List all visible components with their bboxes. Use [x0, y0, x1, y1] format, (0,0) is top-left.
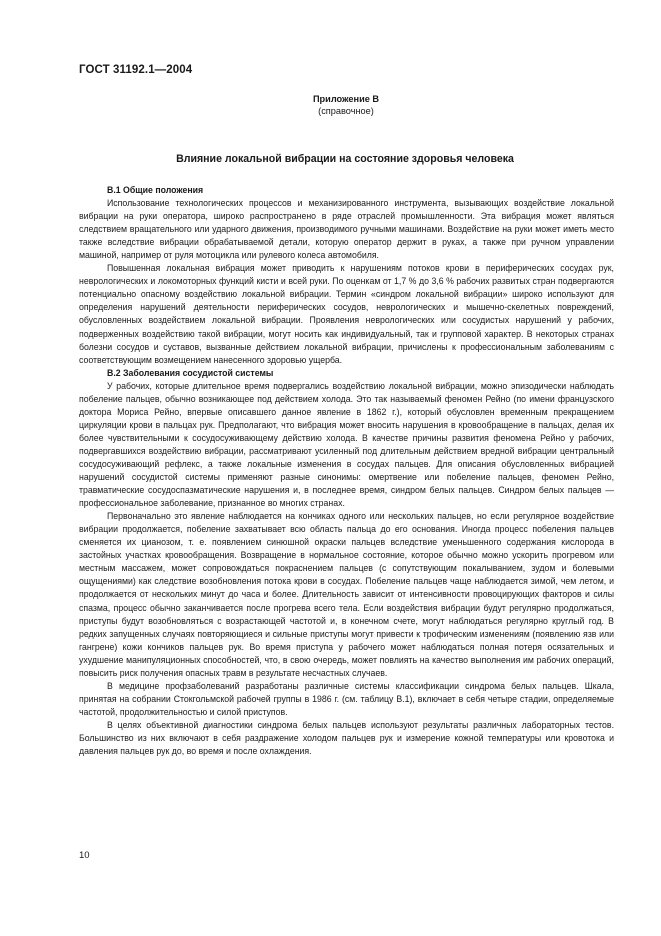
document-body	[79, 184, 614, 758]
annex-note: (справочное)	[318, 106, 374, 116]
page-title: Влияние локальной вибрации на состояние здоровья человека	[176, 153, 514, 165]
document-code: ГОСТ 31192.1—2004	[79, 64, 193, 76]
annex-label	[270, 93, 422, 117]
paragraph: В медицине профзаболеваний разработаны различные системы классификации синдрома белых пальцев. Шкала, принятая на собрании Стокгольмской рабочей группы в 1986 г. (см. таблицу В.1), включает в себя четыре стадии, определяемые частотой, продолжительностью и силой приступов.	[79, 680, 614, 717]
paragraph: Первоначально это явление наблюдается на кончиках одного или нескольких пальцев, но если регулярное воздействие вибрации продолжается, побеление захватывает всю область пальца до его основания. Иногда процесс побеления пальцев сменяется их цианозом, т. е. появлением синюшной окраски пальцев вследствие уменьшенного содержания кислорода в застойных участках кровообращения. Возвращение в нормальное состояние, которое обычно можно ускорить прогревом или местным массажем, может сопровождаться покраснением пальцев (с сопутствующим покалыванием, зудом и болевыми ощущениями) как следствие возобновления потока крови в сосудах. Побеление пальцев чаще наблюдается зимой, чем летом, и продолжается от нескольких минут до часа и более. Длительность зависит от интенсивности провоцирующих факторов и силы спазма, процесс обычно заканчивается после прогрева всего тела. Если воздействия вибрации будут регулярно продолжаться, приступы будут возобновляться с возрастающей частотой и, в конечном счете, могут наблюдаться регулярно круглый год. В редких запущенных случаях повторяющиеся и сильные приступы могут привести к трофическим изменениям (появлению язв или гангрене) кожи кончиков пальцев рук. Во время приступа у рабочего может наблюдаться полная потеря осязательных и ухудшение манипуляционных способностей, что, в свою очередь, может повлиять на качество выполнения им рабочих операций, повысить риск получения опасных травм в результате несчастных случаев.	[79, 511, 614, 678]
section-heading: В.1 Общие положения	[107, 185, 204, 195]
annex-title: Приложение В	[312, 94, 380, 104]
paragraph: В целях объективной диагностики синдрома белых пальцев используют результаты различных лабораторных тестов. Большинство из них включают в себя раздражение холодом пальцев рук и измерение кожной температуры или кровотока и давления пальцев рук до, во время и после охлаждения.	[79, 719, 614, 757]
page-number: 10	[79, 850, 90, 861]
section-heading: В.2 Заболевания сосудистой системы	[107, 367, 274, 378]
paragraph: У рабочих, которые длительное время подвергались воздействию локальной вибрации, можно эпизодически наблюдать побеление пальцев, обычно возникающее под действием холода. Это так называемый феномен Рейно (по имени французского доктора Мориса Рейно, впервые описавшего данное явление в 1862 г.), который обусловлен временным прекращением циркуляции крови в пальцах рук. Предполагают, что вибрация может вносить нарушения в кровообращение в пальцах, делая их более чувствительными к сосудосуживающему действию холода. В качестве причины развития феномена Рейно у рабочих, подвергавшихся воздействию вибрации, рассматривают усиленный под длительным действием вредной вибрации центральный сосудосуживающий рефлекс, а также локальные изменения в сосудах пальцев. Для описания обусловленных вибрацией нарушений сосудистой системы применяют разные синонимы: омертвение или побеление пальцев, феномен Рейно, травматические сосудоспазматические нарушения и, в последнее время, синдром белых пальцев. Синдром белых пальцев — профессиональное заболевание, признанное во многих странах.	[79, 380, 614, 509]
paragraph: Использование технологических процессов и механизированного инструмента, вызывающих воздействие локальной вибрации на руки оператора, широко распространено в ряде отраслей промышленности. Эта вибрация может являться следствием вращательного или ударного движения, производимого ручными машинами. Воздействие на руки может иметь место также вследствие вибрации обрабатываемой детали, которую оператор держит в руках, а также при ручном управлении машиной, например от руля мотоцикла или рулевого колеса автомобиля.	[79, 198, 614, 261]
paragraph: Повышенная локальная вибрация может приводить к нарушениям потоков крови в периферических сосудах рук, неврологических и локомоторных функций кисти и всей руки. По оценкам от 1,7 % до 3,6 % рабочих развитых стран подвергаются потенциально опасному воздействию локальной вибрации. Термин «синдром локальной вибрации» широко используют для определения нарушений деятельности периферических сосудов, неврологических и мышечно-скелетных повреждений, обусловленных воздействием локальной вибрации. Проявления неврологических или сосудистых нарушений у рабочих, подверженных воздействию такой вибрации, могут носить как индивидуальный, так и групповой характер. В некоторых странах болезни сосудов и суставов, вызванные действием локальной вибрации, причислены к профессиональным заболеваниям с соответствующим возмещением нанесенного здоровью ущерба.	[79, 263, 614, 365]
